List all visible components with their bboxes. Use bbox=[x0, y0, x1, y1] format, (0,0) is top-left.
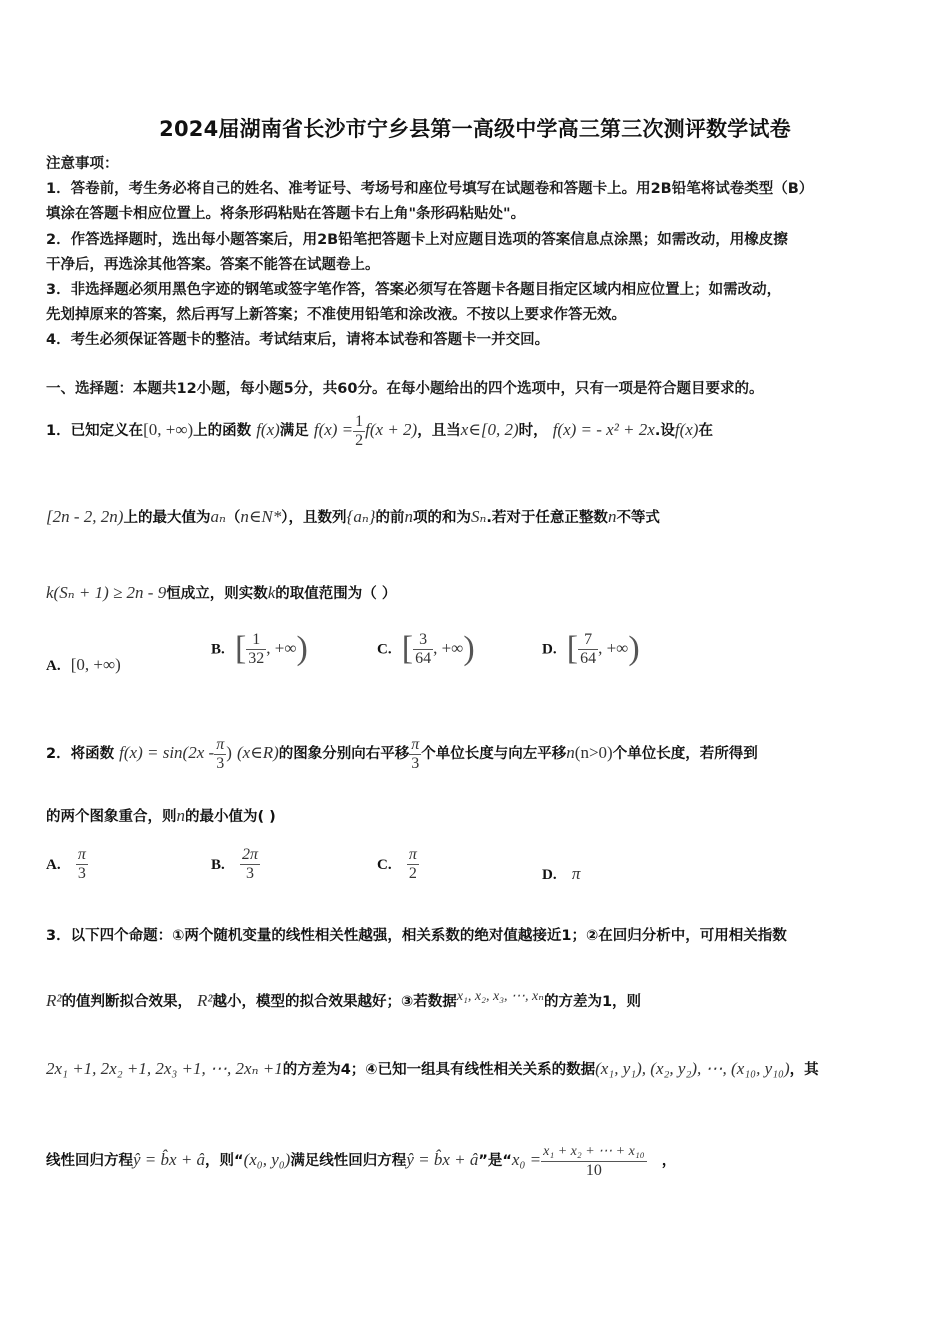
notice-line-2: 填涂在答题卡相应位置上。将条形码粘贴在答题卡右上角"条形码粘贴处"。 bbox=[46, 206, 526, 222]
page-title: 2024届湖南省长沙市宁乡县第一高级中学高三第三次测评数学试卷 bbox=[159, 117, 791, 141]
q1-option-d[interactable]: D. [ $\frac{7}{64}$ , +∞) bbox=[542, 630, 640, 667]
q1-option-b[interactable]: B. [ $\frac{1}{32}$ , +∞) bbox=[211, 630, 308, 667]
question-3-line-2: R²的值判断拟合效果， R²越小，模型的拟合效果越好；③若数据x₁, x₂, x₃, ⋯, xₙ的方差为1，则 bbox=[46, 989, 642, 1010]
notice-line-6: 先划掉原来的答案，然后再写上新答案；不准使用铅笔和涂改液。不按以上要求作答无效。 bbox=[46, 307, 626, 323]
q2-option-c[interactable]: C. $\frac{\pi}{2}$ bbox=[377, 846, 417, 882]
question-2-line-2: 的两个图象重合，则n的最小值为( ) bbox=[46, 806, 276, 825]
notice-line-3: 2．作答选择题时，选出每小题答案后，用2B铅笔把答题卡上对应题目选项的答案信息点涂黑；如需改动，用橡皮擦 bbox=[46, 232, 788, 248]
q2-option-a[interactable]: A. $\frac{\pi}{3}$ bbox=[46, 846, 86, 882]
notice-line-4: 干净后，再选涂其他答案。答案不能答在试题卷上。 bbox=[46, 257, 380, 273]
notice-line-7: 4．考生必须保证答题卡的整洁。考试结束后，请将本试卷和答题卡一并交回。 bbox=[46, 332, 550, 348]
question-2-line-1: 2．将函数 f(x) = sin(2x - $\frac{\pi}{3}$ ) (x∈R)的图象分别向右平移 $\frac{\pi}{3}$ 个单位长度与向左平移n(n>0)个单位长度，若所得到 bbox=[46, 735, 758, 772]
q2-option-b[interactable]: B. $\frac{2\pi}{3}$ bbox=[211, 846, 259, 882]
notice-line-1: 1．答卷前，考生务必将自己的姓名、准考证号、考场号和座位号填写在试题卷和答题卡上。用2B铅笔将试卷类型（B） bbox=[46, 181, 814, 197]
question-3-line-3: 2x₁ +1, 2x₂ +1, 2x₃ +1, ⋯, 2xₙ +1的方差为4；④已知一组具有线性相关关系的数据(x₁, y₁), (x₂, y₂), ⋯, (x₁₀, y₁₀)，其 bbox=[46, 1059, 819, 1078]
question-number: 1． bbox=[46, 423, 71, 439]
question-3-line-1: 3．以下四个命题：①两个随机变量的线性相关性越强，相关系数的绝对值越接近1；②在回归分析中，可用相关指数 bbox=[46, 928, 787, 944]
question-1-line-2: [2n - 2, 2n)上的最大值为aₙ（n∈N*），且数列{aₙ}的前n项的和为Sₙ.若对于任意正整数n不等式 bbox=[46, 507, 660, 526]
notice-line-5: 3．非选择题必须用黑色字迹的钢笔或签字笔作答，答案必须写在答题卡各题目指定区域内相应位置上；如需改动， bbox=[46, 282, 782, 298]
math-interval: [0, +∞) bbox=[143, 420, 194, 439]
section-heading: 一、选择题：本题共12小题，每小题5分，共60分。在每小题给出的四个选项中，只有一项是符合题目要求的。 bbox=[46, 381, 764, 397]
question-1-line-3: k(Sₙ + 1) ≥ 2n - 9恒成立，则实数k的取值范围为（ ） bbox=[46, 583, 397, 602]
math-fx: f(x) bbox=[256, 420, 280, 439]
question-3-line-4: 线性回归方程ŷ = b̂x + â，则“(x₀, y₀)满足线性回归方程ŷ = b̂x + â”是“x₀ = $\frac{\text{x₁ + x₂ + ⋯ + x₁₀}}{10}$ ， bbox=[46, 1143, 677, 1179]
q1-option-a[interactable]: A. [0, +∞) bbox=[46, 655, 121, 674]
q1-option-c[interactable]: C. [ $\frac{3}{64}$ , +∞) bbox=[377, 630, 475, 667]
notice-heading: 注意事项： bbox=[46, 156, 119, 172]
math-fraction: $\frac{1}{2}$ bbox=[355, 412, 364, 449]
q2-option-d[interactable]: D. π bbox=[542, 864, 581, 883]
question-1-line-1: 1．已知定义在[0, +∞)上的函数 f(x)满足 f(x) = $\frac{1}{2}$ f(x + 2)，且当x∈[0, 2)时， f(x) = - x² + 2x.设f(x)在 bbox=[46, 412, 713, 449]
